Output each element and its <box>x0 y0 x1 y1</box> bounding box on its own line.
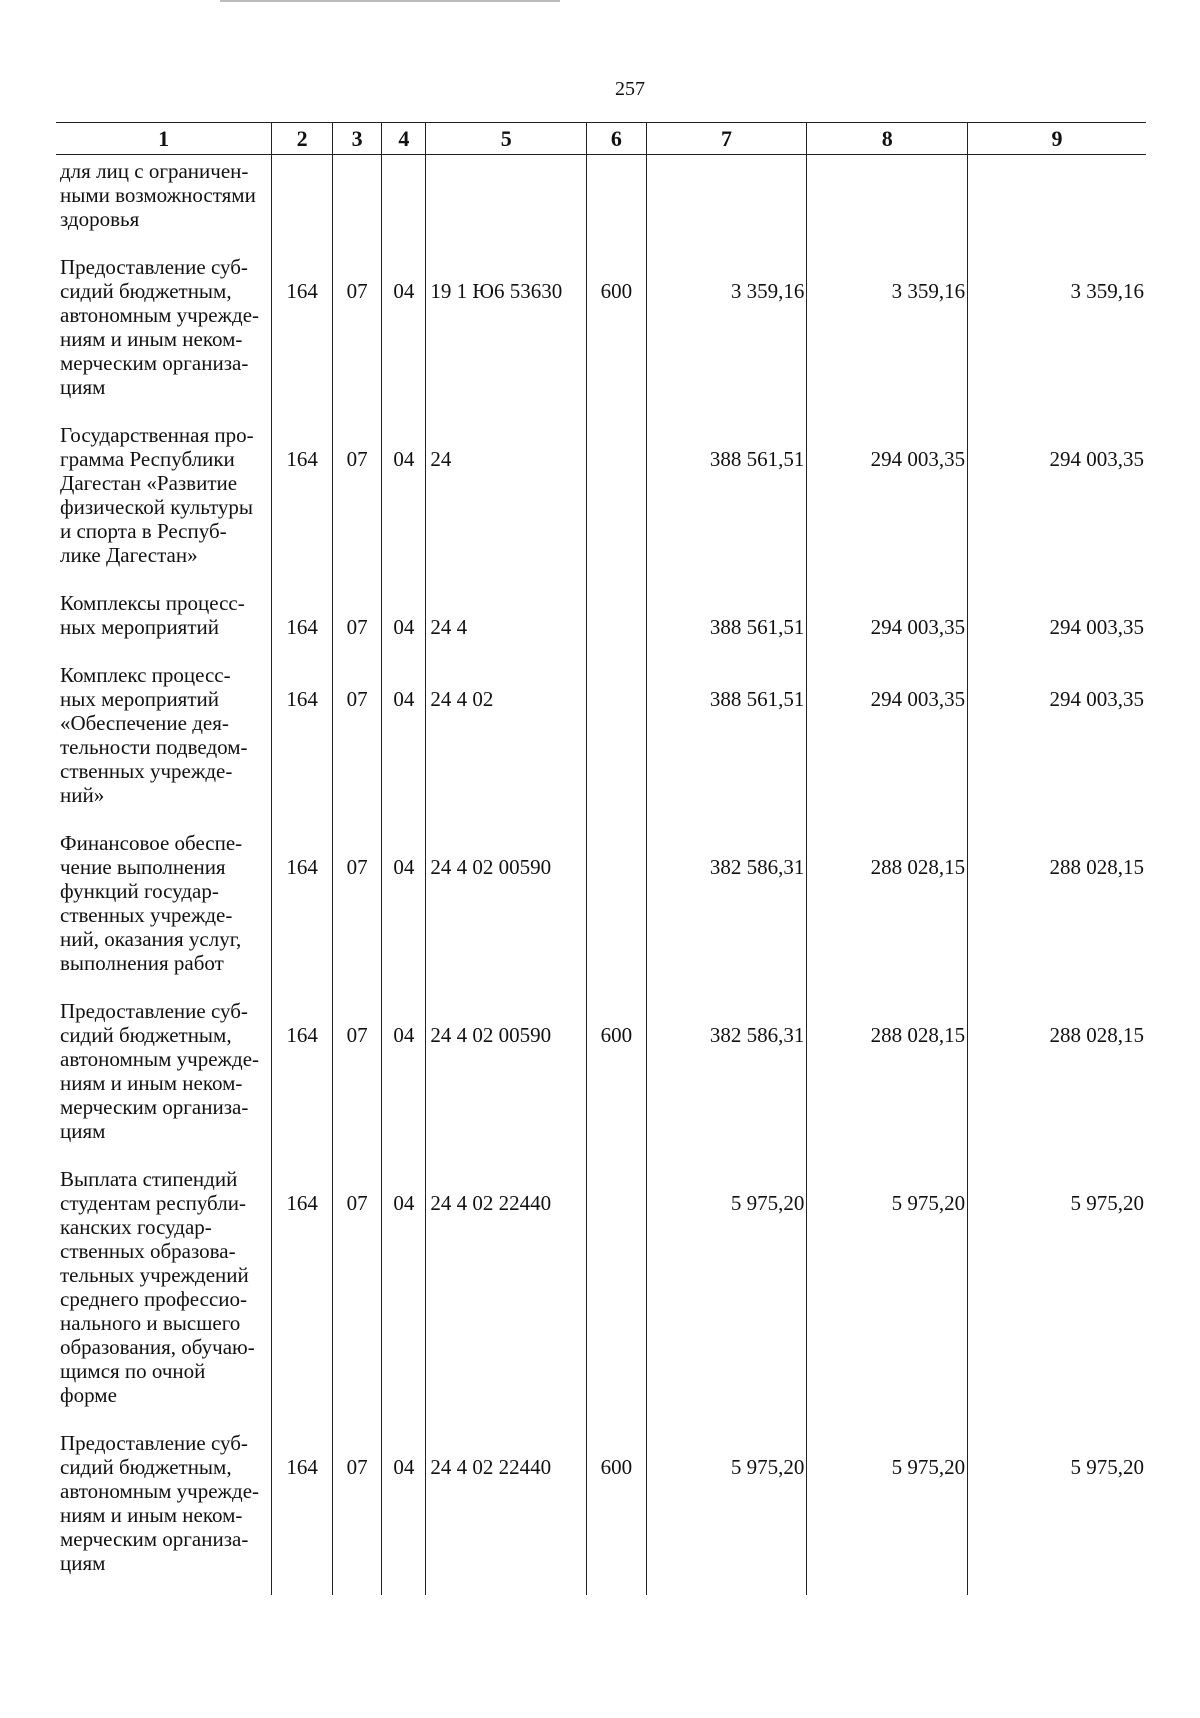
table-row <box>56 827 1146 995</box>
ministry-code: 164 <box>272 659 333 827</box>
expense-type-code <box>587 659 646 827</box>
amount-col-9: 294 003,35 <box>968 659 1146 827</box>
description-line: функций государ- <box>60 879 219 903</box>
scan-top-edge <box>220 0 560 2</box>
row-description <box>56 827 272 995</box>
target-article-code: 24 4 <box>426 587 587 659</box>
row-description <box>56 995 272 1163</box>
section-code: 07 <box>332 251 382 419</box>
description-line: автономным учрежде- <box>60 1479 260 1503</box>
target-article-code: 24 <box>426 419 587 587</box>
expense-type-code <box>587 155 646 252</box>
description-line: форме <box>60 1383 117 1407</box>
description-line: выполнения работ <box>60 951 224 975</box>
amount-col-8: 294 003,35 <box>807 419 968 587</box>
subsection-code: 04 <box>382 419 426 587</box>
description-line: ниям и иным неком- <box>60 1503 243 1527</box>
section-code: 07 <box>332 419 382 587</box>
description-line: «Обеспечение дея- <box>60 711 229 735</box>
description-line: ний, оказания услуг, <box>60 927 242 951</box>
row-description <box>56 419 272 587</box>
ministry-code: 164 <box>272 1427 333 1595</box>
amount-col-7: 5 975,20 <box>646 1427 807 1595</box>
table-row <box>56 587 1146 659</box>
description-line: ственных учрежде- <box>60 759 233 783</box>
description-line: мерческим организа- <box>60 1095 249 1119</box>
description-line: автономным учрежде- <box>60 303 260 327</box>
description-line: ственных учрежде- <box>60 903 233 927</box>
amount-col-7: 388 561,51 <box>646 659 807 827</box>
expense-type-code <box>587 587 646 659</box>
column-header: 9 <box>968 123 1146 155</box>
description-line: автономным учрежде- <box>60 1047 260 1071</box>
row-description <box>56 659 272 827</box>
description-line: циям <box>60 1119 106 1143</box>
description-line: тельных учреждений <box>60 1263 249 1287</box>
amount-col-9: 288 028,15 <box>968 995 1146 1163</box>
description-line: Комплекс процесс- <box>60 663 231 687</box>
column-header: 6 <box>587 123 646 155</box>
description-line: нального и высшего <box>60 1311 241 1335</box>
row-description <box>56 155 272 252</box>
description-line: мерческим организа- <box>60 351 249 375</box>
amount-col-7: 382 586,31 <box>646 827 807 995</box>
description-line: Финансовое обеспе- <box>60 831 243 855</box>
table-row <box>56 251 1146 419</box>
ministry-code: 164 <box>272 251 333 419</box>
section-code: 07 <box>332 587 382 659</box>
amount-col-9: 294 003,35 <box>968 587 1146 659</box>
table-row <box>56 1163 1146 1427</box>
amount-col-8: 5 975,20 <box>807 1427 968 1595</box>
column-header: 2 <box>272 123 333 155</box>
ministry-code <box>272 155 333 252</box>
amount-col-8 <box>807 155 968 252</box>
column-header: 4 <box>382 123 426 155</box>
description-line: и спорта в Респуб- <box>60 519 227 543</box>
subsection-code: 04 <box>382 995 426 1163</box>
ministry-code: 164 <box>272 827 333 995</box>
column-header: 8 <box>807 123 968 155</box>
amount-col-7: 388 561,51 <box>646 587 807 659</box>
target-article-code: 24 4 02 <box>426 659 587 827</box>
description-line: ниям и иным неком- <box>60 327 243 351</box>
section-code: 07 <box>332 1427 382 1595</box>
subsection-code <box>382 155 426 252</box>
description-line: ственных образова- <box>60 1239 236 1263</box>
expense-type-code <box>587 827 646 995</box>
expense-type-code: 600 <box>587 995 646 1163</box>
description-line: Выплата стипендий <box>60 1167 238 1191</box>
subsection-code: 04 <box>382 1427 426 1595</box>
table-row <box>56 995 1146 1163</box>
target-article-code: 24 4 02 22440 <box>426 1163 587 1427</box>
description-line: здоровья <box>60 207 140 231</box>
amount-col-7: 382 586,31 <box>646 995 807 1163</box>
table-row <box>56 659 1146 827</box>
description-line: ными возможностями <box>60 183 256 207</box>
ministry-code: 164 <box>272 1163 333 1427</box>
amount-col-8: 294 003,35 <box>807 659 968 827</box>
row-description <box>56 1163 272 1427</box>
table-row <box>56 1427 1146 1595</box>
amount-col-8: 5 975,20 <box>807 1163 968 1427</box>
subsection-code: 04 <box>382 251 426 419</box>
amount-col-7: 388 561,51 <box>646 419 807 587</box>
column-header: 1 <box>56 123 272 155</box>
description-line: физической культуры <box>60 495 253 519</box>
description-line: Предоставление суб- <box>60 999 248 1023</box>
description-line: Предоставление суб- <box>60 255 248 279</box>
amount-col-9: 5 975,20 <box>968 1163 1146 1427</box>
amount-col-8: 294 003,35 <box>807 587 968 659</box>
column-header: 3 <box>332 123 382 155</box>
description-line: чение выполнения <box>60 855 226 879</box>
amount-col-9: 294 003,35 <box>968 419 1146 587</box>
ministry-code: 164 <box>272 419 333 587</box>
amount-col-7 <box>646 155 807 252</box>
expense-type-code <box>587 1163 646 1427</box>
target-article-code: 24 4 02 22440 <box>426 1427 587 1595</box>
description-line: среднего профессио- <box>60 1287 248 1311</box>
section-code: 07 <box>332 995 382 1163</box>
table-row <box>56 419 1146 587</box>
description-line: циям <box>60 1551 106 1575</box>
description-line: циям <box>60 375 106 399</box>
target-article-code: 24 4 02 00590 <box>426 827 587 995</box>
description-line: канских государ- <box>60 1215 212 1239</box>
description-line: лике Дагестан» <box>60 543 198 567</box>
expense-type-code: 600 <box>587 1427 646 1595</box>
section-code: 07 <box>332 1163 382 1427</box>
description-line: ний» <box>60 783 105 807</box>
amount-col-9: 288 028,15 <box>968 827 1146 995</box>
amount-col-8: 288 028,15 <box>807 827 968 995</box>
row-description <box>56 587 272 659</box>
subsection-code: 04 <box>382 587 426 659</box>
subsection-code: 04 <box>382 827 426 995</box>
description-line: щимся по очной <box>60 1359 206 1383</box>
page-number: 257 <box>615 78 645 100</box>
target-article-code: 24 4 02 00590 <box>426 995 587 1163</box>
ministry-code: 164 <box>272 587 333 659</box>
section-code: 07 <box>332 827 382 995</box>
target-article-code <box>426 155 587 252</box>
description-line: ных мероприятий <box>60 615 219 639</box>
column-header: 7 <box>646 123 807 155</box>
description-line: сидий бюджетным, <box>60 1455 232 1479</box>
description-line: студентам республи- <box>60 1191 246 1215</box>
description-line: сидий бюджетным, <box>60 1023 232 1047</box>
expense-type-code: 600 <box>587 251 646 419</box>
target-article-code: 19 1 Ю6 53630 <box>426 251 587 419</box>
description-line: грамма Республики <box>60 447 235 471</box>
description-line: Комплексы процесс- <box>60 591 245 615</box>
row-description <box>56 1427 272 1595</box>
row-description <box>56 251 272 419</box>
description-line: Предоставление суб- <box>60 1431 248 1455</box>
description-line: мерческим организа- <box>60 1527 249 1551</box>
budget-table <box>56 122 1146 1595</box>
amount-col-9: 3 359,16 <box>968 251 1146 419</box>
amount-col-7: 3 359,16 <box>646 251 807 419</box>
table-row <box>56 155 1146 252</box>
subsection-code: 04 <box>382 1163 426 1427</box>
description-line: тельности подведом- <box>60 735 248 759</box>
amount-col-7: 5 975,20 <box>646 1163 807 1427</box>
description-line: для лиц с ограничен- <box>60 159 249 183</box>
ministry-code: 164 <box>272 995 333 1163</box>
column-header: 5 <box>426 123 587 155</box>
expense-type-code <box>587 419 646 587</box>
description-line: Дагестан «Развитие <box>60 471 238 495</box>
section-code: 07 <box>332 659 382 827</box>
amount-col-8: 3 359,16 <box>807 251 968 419</box>
description-line: образования, обучаю- <box>60 1335 255 1359</box>
description-line: Государственная про- <box>60 423 254 447</box>
table-body <box>56 155 1146 1596</box>
subsection-code: 04 <box>382 659 426 827</box>
description-line: сидий бюджетным, <box>60 279 232 303</box>
description-line: ниям и иным неком- <box>60 1071 243 1095</box>
amount-col-9 <box>968 155 1146 252</box>
section-code <box>332 155 382 252</box>
amount-col-8: 288 028,15 <box>807 995 968 1163</box>
table-header-row <box>56 123 1146 155</box>
amount-col-9: 5 975,20 <box>968 1427 1146 1595</box>
description-line: ных мероприятий <box>60 687 219 711</box>
